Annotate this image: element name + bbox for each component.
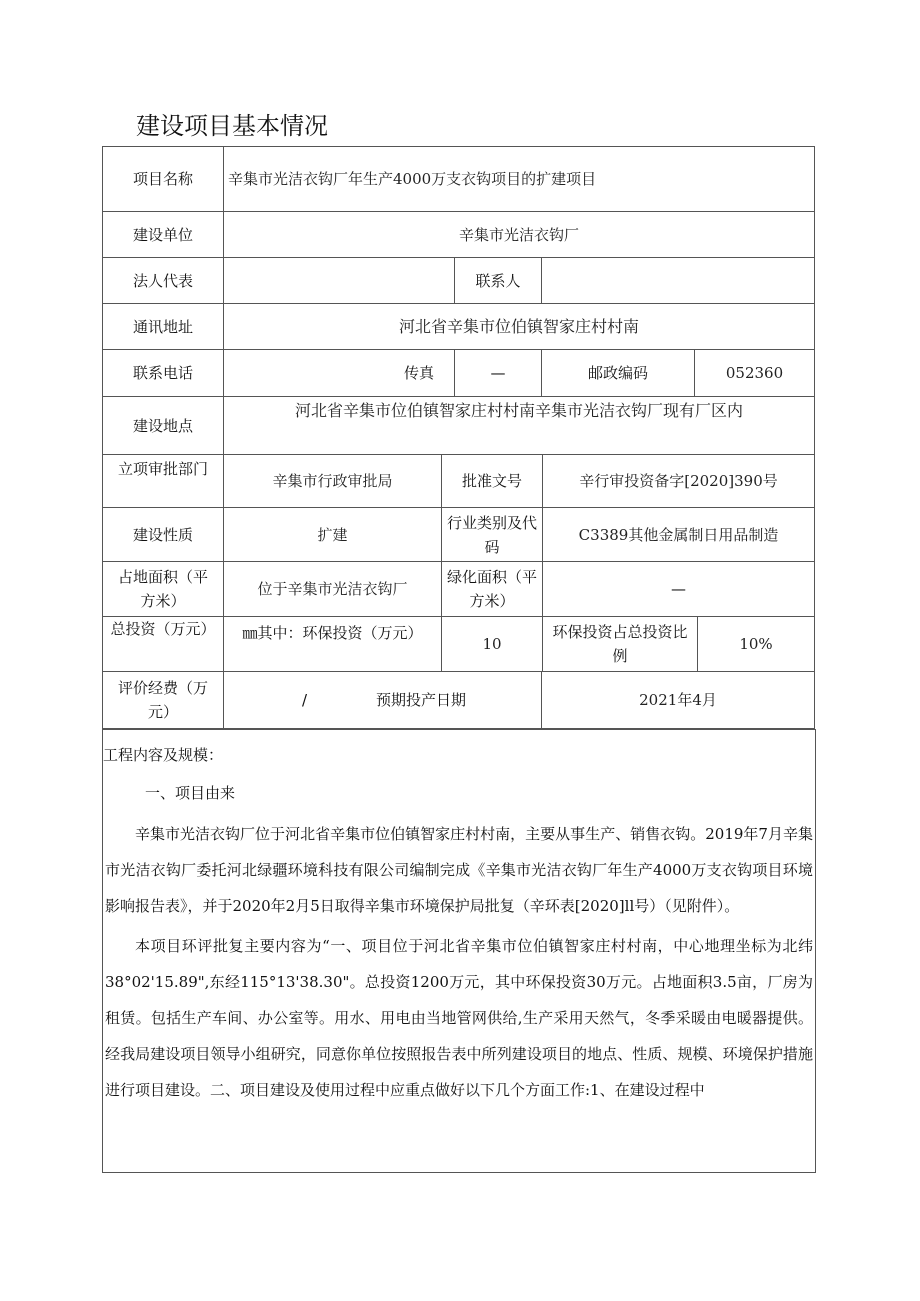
- address-value: 河北省辛集市位伯镇智家庄村村南: [223, 303, 815, 350]
- fee-value: /: [302, 691, 308, 709]
- phone-label: 联系电话: [102, 349, 224, 397]
- legal-value: [223, 257, 455, 304]
- name-value: 辛集市光洁衣钩厂年生产4000万支衣钩项目的扩建项目: [223, 146, 815, 212]
- project-content-section: [102, 729, 816, 1173]
- postal-value: 052360: [694, 349, 815, 397]
- industry-value: C3389其他金属制日用品制造: [542, 507, 815, 562]
- site-value: 河北省辛集市位伯镇智家庄村村南辛集市光洁衣钩厂现有厂区内: [223, 396, 815, 455]
- fax-label: 传真: [223, 349, 455, 397]
- date-label: 预期投产日期: [376, 691, 467, 709]
- unit-label: 建设单位: [102, 211, 224, 258]
- env-invest-value: 10: [441, 616, 543, 672]
- dept-label: 立项审批部门: [102, 454, 224, 508]
- site-label: 建设地点: [102, 396, 224, 455]
- nature-value: 扩建: [223, 507, 442, 562]
- approval-value: 辛行审投资备字[2020]390号: [542, 454, 815, 508]
- page-title: 建设项目基本情况: [136, 112, 328, 140]
- invest-label: 总投资（万元）: [102, 616, 224, 672]
- section-heading: 一、项目由来: [145, 784, 236, 802]
- fee-cell: [223, 671, 542, 729]
- fax-value: —: [454, 349, 542, 397]
- legal-label: 法人代表: [102, 257, 224, 304]
- industry-label: 行业类别及代码: [441, 507, 543, 562]
- green-label: 绿化面积（平方米）: [441, 561, 543, 617]
- area-value: 位于辛集市光洁衣钩厂: [223, 561, 442, 617]
- green-value: —: [542, 561, 815, 617]
- paragraph-approval: 本项目环评批复主要内容为“一、项目位于河北省辛集市位伯镇智家庄村村南，中心地理坐标为北纬38°02'15.89",东经115°13'38.30"。总投资1200万元，其中环保投资30万元。占地面积3.5亩，厂房为租赁。包括生产车间、办公室等。用水、用电由当地管网供给,生产采用天然气，冬季采暖由电暖器提供。经我局建设项目领导小组研究，同意你单位按照报告表中所列建设项目的地点、性质、规模、环境保护措施进行项目建设。二、项目建设及使用过程中应重点做好以下几个方面工作:1、在建设过程中: [105, 937, 813, 1099]
- paragraph-origin: 辛集市光洁衣钩厂位于河北省辛集市位伯镇智家庄村村南，主要从事生产、销售衣钩。2019年7月辛集市光洁衣钩厂委托河北绿疆环境科技有限公司编制完成《辛集市光洁衣钩厂年生产4000万支衣钩项目环境影响报告表》，并于2020年2月5日取得辛集市环境保护局批复（辛环表[2020]ll号）（见附件）。: [105, 825, 813, 915]
- ratio-label: 环保投资占总投资比例: [542, 616, 698, 672]
- dept-value: 辛集市行政审批局: [223, 454, 442, 508]
- name-label: 项目名称: [102, 146, 224, 212]
- area-label: 占地面积（平方米）: [102, 561, 224, 617]
- unit-value: 辛集市光洁衣钩厂: [223, 211, 815, 258]
- date-value: 2021年4月: [541, 671, 815, 729]
- env-invest-label: ㎜其中：环保投资（万元）: [223, 616, 442, 672]
- postal-label: 邮政编码: [541, 349, 695, 397]
- approval-label: 批准文号: [441, 454, 543, 508]
- nature-label: 建设性质: [102, 507, 224, 562]
- contact-value: [541, 257, 815, 304]
- content-heading: 工程内容及规模：: [103, 746, 224, 764]
- fee-label: 评价经费（万元）: [102, 671, 224, 729]
- ratio-value: 10%: [697, 616, 815, 672]
- address-label: 通讯地址: [102, 303, 224, 350]
- contact-label: 联系人: [454, 257, 542, 304]
